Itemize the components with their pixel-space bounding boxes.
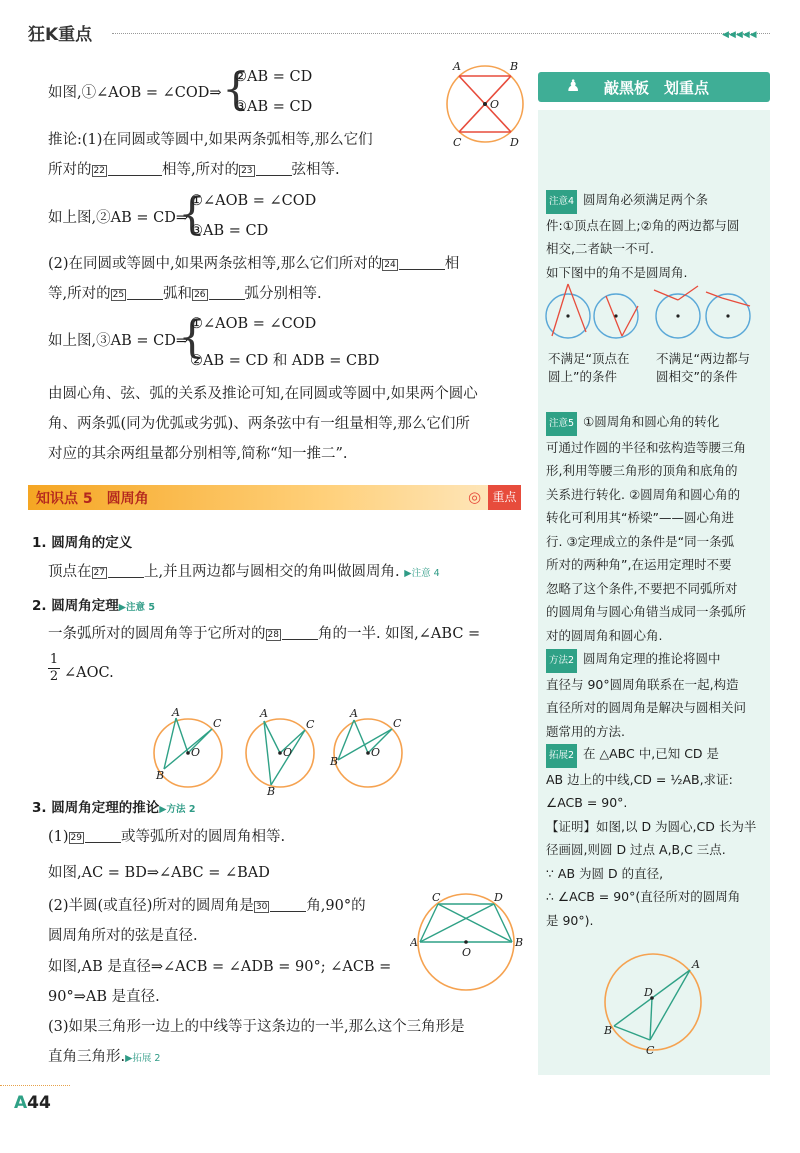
section-3-title: 3. 圆周角定理的推论▶方法 2 xyxy=(32,800,196,816)
section-2-title: 2. 圆周角定理▶注意 5 xyxy=(32,598,155,614)
blank-23[interactable] xyxy=(256,162,292,176)
section-3-line-3: (2)半圆(或直径)所对的圆周角是 30 角,90°的 xyxy=(48,898,366,914)
svg-text:C: C xyxy=(306,718,315,731)
blank-27[interactable] xyxy=(108,564,144,578)
target-icon: ◎ xyxy=(468,488,482,506)
svg-text:O: O xyxy=(283,746,293,759)
svg-text:A: A xyxy=(350,707,358,720)
svg-text:C: C xyxy=(432,891,441,904)
note-4-link[interactable]: ▶注意 4 xyxy=(404,568,440,579)
line-7c: ②AB = CD 和 ADB = CBD xyxy=(190,353,380,369)
line-9: 角、两条弧(同为优弧或劣弧)、两条弦中有一组量相等,那么它们所 xyxy=(48,416,470,432)
section-2-formula-end: ∠AOC. xyxy=(64,665,114,681)
knowledge-point-bar xyxy=(28,485,520,510)
section-3-line-4: 圆周角所对的弦是直径. xyxy=(48,928,198,944)
sidebar-note-5: 注意5 ①圆周角和圆心角的转化 可通过作圆的半径和弦构造等腰三角 形,利用等腰三角形的顶角和底角的 关系进行转化. ②圆周角和圆心角的 转化可利用其“桥梁”——圆心角进 行. ③定理成立的条件是“同一条弧 所对的两种角”,在运用定理时不要 忽略了这个条件,不要把不同弧所对 的圆周角与圆心角错当成同一条弧所 对的圆周角和圆心角. xyxy=(546,414,747,643)
line-4c: ③AB = CD xyxy=(190,223,269,239)
blank-number-26: 26 xyxy=(194,290,206,300)
blank-number-30: 30 xyxy=(255,902,268,912)
caption-2: 不满足“两边都与 圆相交”的条件 xyxy=(656,351,750,384)
svg-text:O: O xyxy=(490,98,500,111)
page-icon: A xyxy=(14,1093,28,1113)
page-border xyxy=(0,1085,70,1086)
caption-1: 不满足“顶点在 圆上”的条件 xyxy=(548,351,630,384)
page-number-badge: A44 xyxy=(14,1093,51,1113)
blank-number-22: 22 xyxy=(93,166,105,176)
svg-text:B: B xyxy=(604,1024,613,1037)
blank-number-27: 27 xyxy=(93,568,105,578)
blank-26[interactable] xyxy=(209,286,245,300)
section-3-line-8: 直角三角形.▶拓展 2 xyxy=(48,1049,161,1065)
blank-number-23: 23 xyxy=(241,166,253,176)
blank-number-28: 28 xyxy=(267,630,279,640)
logo-text: 狂K重点 xyxy=(28,25,93,45)
svg-text:A: A xyxy=(453,60,461,73)
section-3-line-7: (3)如果三角形一边上的中线等于这条边的一半,那么这个三角形是 xyxy=(48,1019,465,1035)
extension-2-link[interactable]: ▶拓展 2 xyxy=(125,1053,161,1064)
blank-number-24: 24 xyxy=(384,260,396,270)
line-7: 如上图,③AB = CD⇒ xyxy=(48,333,188,349)
section-3-line-2: 如图,AC = BD⇒∠ABC = ∠BAD xyxy=(48,865,270,881)
brace-3: { xyxy=(178,312,206,363)
svg-text:O: O xyxy=(191,746,201,759)
line-1b: ②AB = CD xyxy=(234,69,313,85)
knowledge-point-title: 知识点 5 圆周角 xyxy=(36,491,149,507)
median-diagram xyxy=(598,950,708,1060)
line-5: (2)在同圆或等圆中,如果两条弦相等,那么它们所对的 24 相 xyxy=(48,256,460,272)
note-5-tag: 注意5 xyxy=(546,412,577,436)
svg-text:A: A xyxy=(172,706,180,719)
circle-diagram-1 xyxy=(440,58,530,150)
svg-text:D: D xyxy=(644,986,653,999)
svg-text:B: B xyxy=(515,936,524,949)
sidebar-header-title: 敲黑板 划重点 xyxy=(604,79,710,97)
section-3-line-6: 90°⇒AB 是直径. xyxy=(48,989,160,1005)
line-2: 推论:(1)在同圆或等圆中,如果两条弧相等,那么它们 xyxy=(48,132,373,148)
line-4: 如上图,②AB = CD⇒ xyxy=(48,210,188,226)
line-8: 由圆心角、弦、弧的关系及推论可知,在同圆或等圆中,如果两个圆心 xyxy=(48,386,478,402)
extension-2-tag: 拓展2 xyxy=(546,744,577,768)
semicircle-diagram xyxy=(410,890,530,994)
note-4-tag: 注意4 xyxy=(546,190,577,214)
section-3-line-5: 如图,AB 是直径⇒∠ACB = ∠ADB = 90°; ∠ACB = xyxy=(48,959,392,975)
blank-25[interactable] xyxy=(127,286,163,300)
svg-text:B: B xyxy=(510,60,519,73)
line-6: 等,所对的 25 弧和 26 弧分别相等. xyxy=(48,286,322,302)
line-1c: ③AB = CD xyxy=(234,99,313,115)
svg-text:A: A xyxy=(410,936,418,949)
svg-text:C: C xyxy=(646,1044,655,1057)
header-divider xyxy=(112,33,770,34)
header-arrows: ◀◀◀◀◀ xyxy=(722,30,757,40)
svg-text:C: C xyxy=(453,136,462,149)
svg-text:O: O xyxy=(371,746,381,759)
svg-text:D: D xyxy=(494,891,503,904)
line-10: 对应的其余两组量都分别相等,简称“知一推二”. xyxy=(48,446,348,462)
blank-28[interactable] xyxy=(282,626,318,640)
brace-1: { xyxy=(222,64,250,115)
svg-text:A: A xyxy=(692,958,700,971)
svg-text:C: C xyxy=(393,717,402,730)
section-1-title: 1. 圆周角的定义 xyxy=(32,535,133,551)
blank-30[interactable] xyxy=(270,898,306,912)
blank-22[interactable] xyxy=(108,162,162,176)
logo xyxy=(28,20,92,45)
method-2-tag: 方法2 xyxy=(546,649,577,673)
sidebar-note-4: 注意4 圆周角必须满足两个条 件:①顶点在圆上;②角的两边都与圆 相交,二者缺一不可. 如下图中的角不是圆周角. xyxy=(546,192,740,280)
blank-number-29: 29 xyxy=(70,833,82,843)
svg-text:A: A xyxy=(260,707,268,720)
svg-text:B: B xyxy=(156,769,165,782)
svg-text:B: B xyxy=(267,785,276,795)
svg-text:O: O xyxy=(462,946,472,959)
line-3: 所对的 22 相等,所对的 23 弦相等. xyxy=(48,162,340,178)
non-inscribed-angle-diagrams xyxy=(544,282,768,346)
teacher-icon: ♟ xyxy=(566,76,581,95)
sidebar-extension-2: 拓展2 在 △ABC 中,已知 CD 是 AB 边上的中线,CD = ½AB,求证: ∠ACB = 90°. 【证明】如图,以 D 为圆心,CD 长为半 径画圆,则圆 D 过点 A,B,C 三点. ∵ AB 为圆 D 的直径, ∴ ∠ACB = 90°(直径所对的圆周角 是 90°). xyxy=(546,746,757,928)
blank-29[interactable] xyxy=(85,829,121,843)
section-3-line-1: (1) 29 或等弧所对的圆周角相等. xyxy=(48,829,286,845)
inscribed-angle-diagrams xyxy=(150,705,410,795)
method-2-link[interactable]: ▶方法 2 xyxy=(159,804,196,815)
line-1: 如图,①∠AOB = ∠COD⇒ xyxy=(48,85,222,101)
brace-2: { xyxy=(178,189,206,240)
sidebar-method-2: 方法2 圆周角定理的推论将圆中 直径与 90°圆周角联系在一起,构造 直径所对的圆周角是解决与圆相关问 题常用的方法. xyxy=(546,651,747,739)
key-point-badge: 重点 xyxy=(488,485,521,510)
note-5-link[interactable]: ▶注意 5 xyxy=(118,602,155,613)
section-2-text: 一条弧所对的圆周角等于它所对的 28 角的一半. 如图,∠ABC = xyxy=(48,626,481,642)
sidebar-header xyxy=(538,72,770,102)
svg-text:C: C xyxy=(213,717,222,730)
svg-text:B: B xyxy=(330,755,339,768)
blank-number-25: 25 xyxy=(112,290,125,300)
line-7b: ①∠AOB = ∠COD xyxy=(190,316,317,332)
line-4b: ①∠AOB = ∠COD xyxy=(190,193,317,209)
fraction-half: 1 2 xyxy=(49,652,59,684)
section-1-text: 顶点在 27 上,并且两边都与圆相交的角叫做圆周角. ▶注意 4 xyxy=(48,564,440,580)
svg-text:D: D xyxy=(510,136,519,149)
blank-24[interactable] xyxy=(399,256,445,270)
